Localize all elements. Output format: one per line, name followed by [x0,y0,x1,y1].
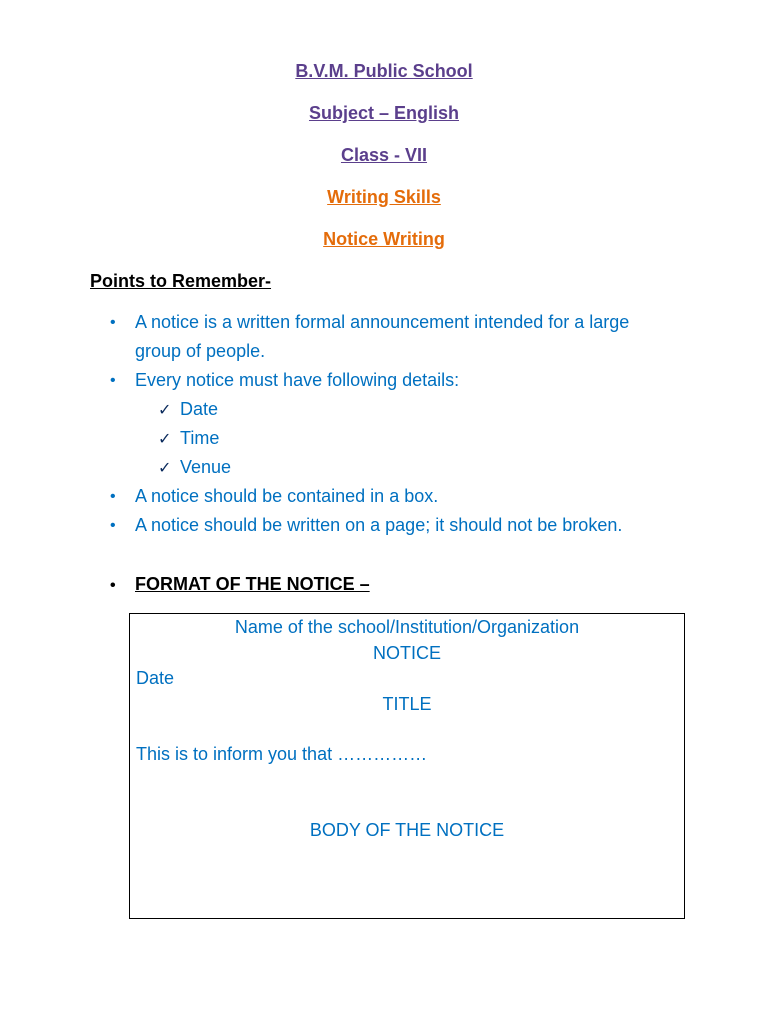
organization-line: Name of the school/Institution/Organization [234,617,580,637]
subject-line: Subject – English [308,103,460,123]
detail-item-date [158,395,218,425]
bullet-icon: • [110,517,116,534]
check-icon: ✓ [158,431,172,448]
subtopic-line: Notice Writing [323,229,445,249]
list-item-text: A notice is a written formal announcement intended for a large group of people. [135,312,630,361]
bullet-icon: • [110,577,116,594]
bullet-icon: • [110,372,116,389]
class-line: Class - VII [340,145,428,165]
school-name: B.V.M. Public School [295,61,473,81]
bullet-icon: • [110,314,116,331]
body-label: BODY OF THE NOTICE [309,820,505,840]
check-icon: ✓ [158,460,172,477]
intro-line: This is to inform you that …………… [136,744,428,764]
bullet-icon: • [110,488,116,505]
list-item-text: Every notice must have following details: [135,370,460,390]
title-label: TITLE [382,694,432,714]
detail-text: Date [180,399,219,419]
list-item [110,482,670,511]
detail-item-time [158,424,219,454]
list-item-text: A notice should be contained in a box. [135,486,439,506]
detail-text: Time [180,428,220,448]
check-icon: ✓ [158,402,172,419]
list-item [110,511,670,540]
detail-text: Venue [180,457,232,477]
list-item [110,308,670,366]
notice-format-box [129,613,685,919]
list-item [110,366,670,395]
list-item-text: A notice should be written on a page; it should not be broken. [135,515,623,535]
detail-item-venue [158,453,231,483]
notice-label: NOTICE [372,643,441,663]
format-heading [110,571,370,599]
format-label: FORMAT OF THE NOTICE – [135,574,370,594]
points-heading: Points to Remember- [90,271,272,291]
topic-line: Writing Skills [327,187,441,207]
date-label: Date [136,668,175,688]
